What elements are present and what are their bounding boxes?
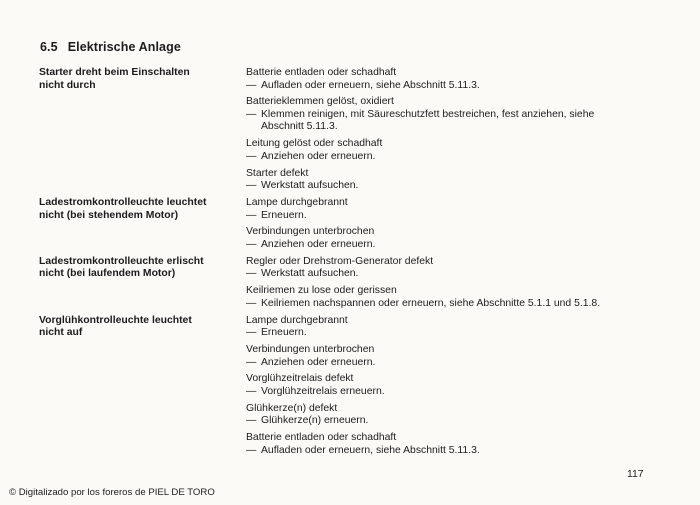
remedy-dash: — — [246, 79, 257, 91]
remedy-text: Glühkerze(n) erneuern. — [261, 415, 369, 427]
page-number: 117 — [627, 469, 644, 480]
cause-text: Glühkerze(n) defekt — [246, 402, 338, 414]
remedy-text: Erneuern. — [261, 327, 307, 339]
remedy — [246, 357, 646, 370]
remedy-dash: — — [246, 108, 257, 120]
remedy-text: Erneuern. — [261, 209, 307, 221]
remedy-dash: — — [246, 327, 257, 339]
remedy — [246, 268, 646, 281]
cause-item — [246, 256, 646, 281]
remedy-dash: — — [246, 268, 257, 280]
problem-description: Starter dreht beim Einschalten nicht durch — [39, 67, 190, 91]
cause-item — [246, 67, 646, 92]
cause-text: Starter defekt — [246, 167, 309, 179]
cause-text: Vorglühzeitrelais defekt — [246, 373, 354, 385]
cause-text: Verbindungen unterbrochen — [246, 226, 375, 238]
troubleshooting-section — [0, 315, 700, 458]
troubleshooting-table — [0, 67, 700, 462]
cause-text: Lampe durchgebrannt — [246, 314, 348, 326]
remedy — [246, 386, 646, 399]
troubleshooting-section — [0, 256, 700, 310]
remedy-text: Aufladen oder erneuern, siehe Abschnitt 5.11.3. — [261, 79, 480, 91]
cause-text: Batterieklemmen gelöst, oxidiert — [246, 96, 394, 108]
cause-text: Leitung gelöst oder schadhaft — [246, 138, 383, 150]
troubleshooting-section — [0, 197, 700, 251]
remedy — [246, 415, 646, 428]
cause-text: Batterie entladen oder schadhaft — [246, 67, 397, 78]
cause-text: Verbindungen unterbrochen — [246, 344, 375, 356]
remedy-dash: — — [246, 415, 257, 427]
remedy — [246, 298, 646, 311]
remedy — [246, 180, 646, 193]
remedy-dash: — — [246, 385, 257, 397]
cause-list — [246, 256, 646, 310]
remedy-dash: — — [246, 356, 257, 368]
cause-item — [246, 315, 646, 340]
cause-text: Keilriemen zu lose oder gerissen — [246, 285, 397, 297]
remedy-text: Anziehen oder erneuern. — [261, 238, 376, 250]
problem-description: Ladestromkontrolleuchte leuchtet nicht (bei stehendem Motor) — [39, 197, 207, 221]
remedy — [246, 445, 646, 458]
footer-credit: © Digitalizado por los foreros de PIEL DE TORO — [9, 487, 215, 498]
cause-text: Batterie entladen oder schadhaft — [246, 432, 397, 444]
remedy-dash: — — [246, 444, 257, 456]
remedy-text: Aufladen oder erneuern, siehe Abschnitt 5.11.3. — [261, 444, 480, 456]
remedy — [246, 151, 646, 164]
cause-text: Regler oder Drehstrom-Generator defekt — [246, 255, 434, 267]
remedy-dash: — — [246, 297, 257, 309]
remedy-dash: — — [246, 180, 257, 192]
cause-item — [246, 138, 646, 163]
remedy — [246, 210, 646, 223]
problem-description: Ladestromkontrolleuchte erlischt nicht (bei laufendem Motor) — [39, 255, 204, 280]
cause-item — [246, 168, 646, 193]
cause-list — [246, 67, 646, 193]
remedy-text: Werkstatt aufsuchen. — [261, 180, 359, 192]
remedy-text: Klemmen reinigen, mit Säureschutzfett bestreichen, fest anziehen, siehe Abschnitt 5.11.3. — [261, 108, 595, 133]
remedy-text: Anziehen oder erneuern. — [261, 356, 376, 368]
cause-item — [246, 344, 646, 369]
cause-text: Lampe durchgebrannt — [246, 197, 348, 209]
remedy-text: Keilriemen nachspannen oder erneuern, siehe Abschnitte 5.1.1 und 5.1.8. — [261, 297, 601, 309]
remedy — [246, 327, 646, 340]
troubleshooting-section — [0, 67, 700, 193]
remedy — [246, 80, 646, 93]
cause-list — [246, 315, 646, 458]
section-title: Elektrische Anlage — [67, 40, 181, 54]
remedy-dash: — — [246, 150, 257, 162]
cause-item — [246, 226, 646, 251]
remedy — [246, 109, 646, 134]
cause-item — [246, 403, 646, 428]
cause-item — [246, 285, 646, 310]
remedy-text: Anziehen oder erneuern. — [261, 150, 376, 162]
cause-list — [246, 197, 646, 251]
remedy — [246, 239, 646, 252]
problem-description: Vorglühkontrolleuchte leuchtet nicht auf — [39, 314, 192, 339]
remedy-dash: — — [246, 238, 257, 250]
remedy-text: Werkstatt aufsuchen. — [261, 268, 359, 280]
cause-item — [246, 96, 646, 134]
cause-item — [246, 432, 646, 457]
cause-item — [246, 197, 646, 222]
section-heading — [40, 40, 181, 54]
remedy-text: Vorglühzeitrelais erneuern. — [261, 385, 385, 397]
section-number: 6.5 — [40, 40, 58, 54]
cause-item — [246, 373, 646, 398]
remedy-dash: — — [246, 209, 257, 221]
